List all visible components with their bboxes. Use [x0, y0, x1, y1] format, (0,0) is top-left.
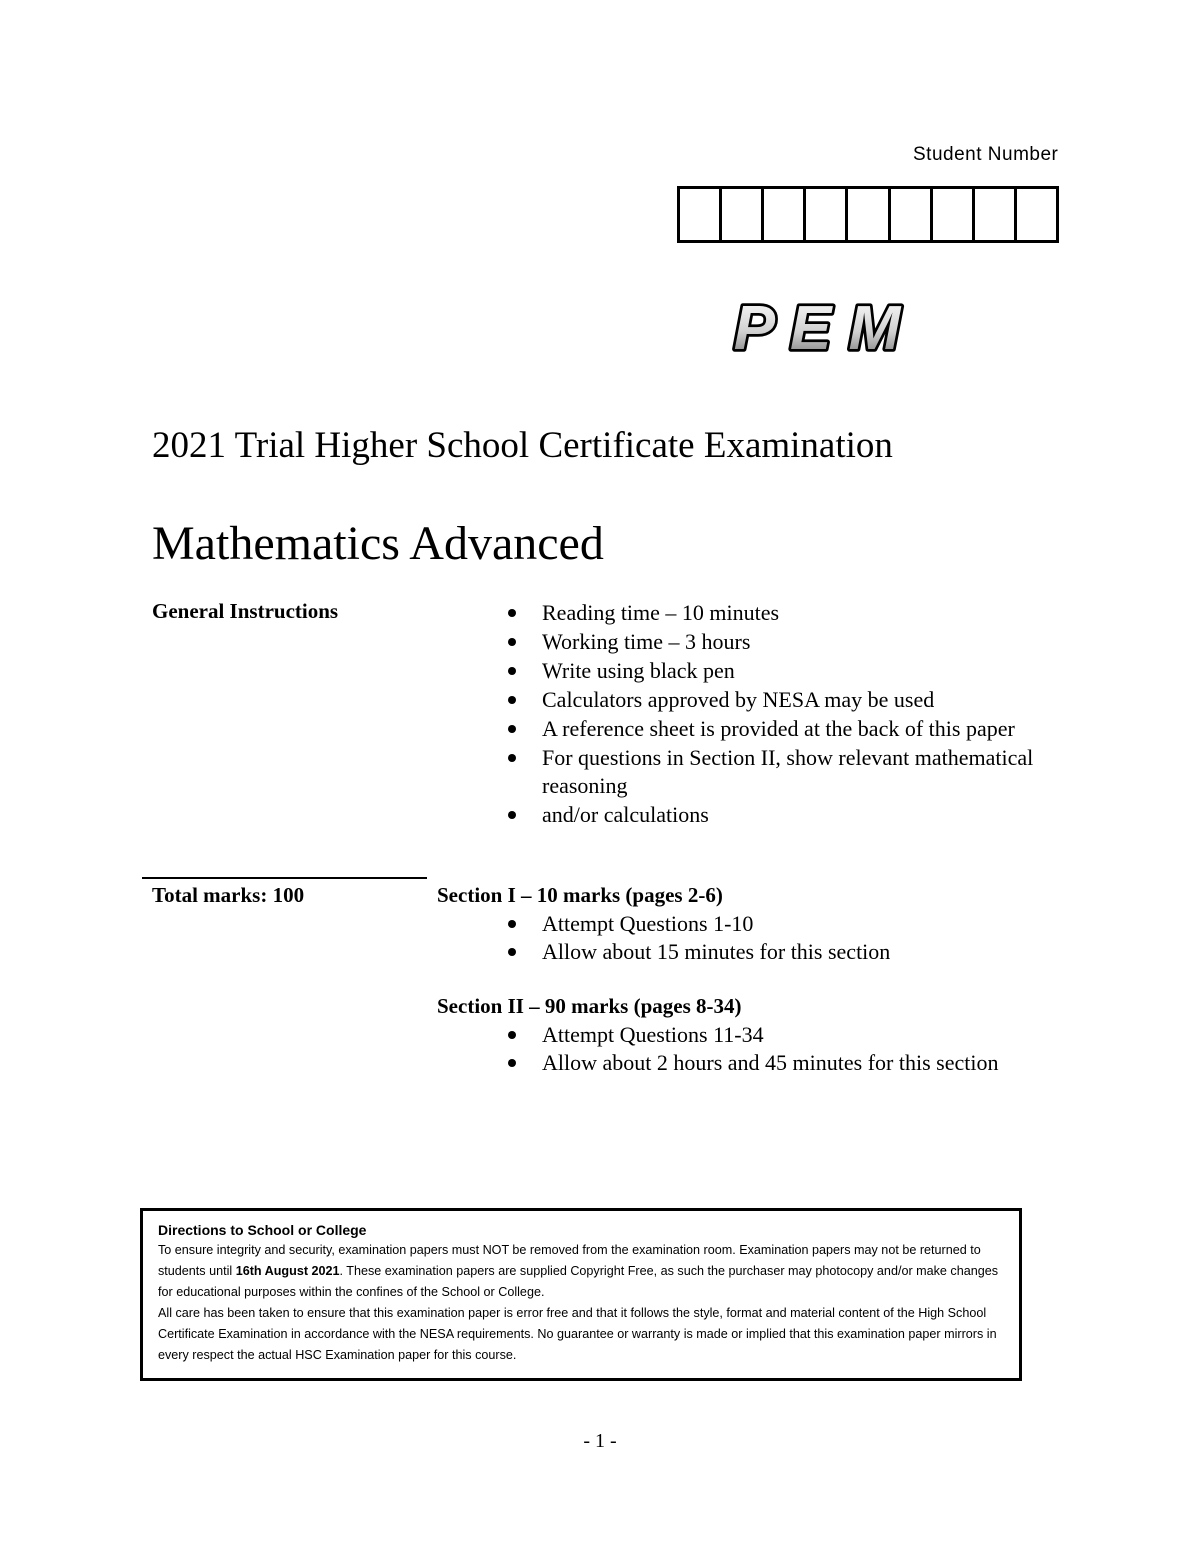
general-instructions-label: General Instructions [152, 599, 339, 623]
directions-text: . These examination papers are supplied Copyright Free, as such the purchaser may photocopy and/or make changes for educational purposes within the confines of the School or College. [158, 1264, 999, 1299]
divider [142, 877, 427, 879]
exam-title: 2021 Trial Higher School Certificate Examination [152, 425, 893, 466]
student-number-digit-box[interactable] [933, 189, 975, 240]
student-number-digit-box[interactable] [680, 189, 722, 240]
student-number-digit-box[interactable] [891, 189, 933, 240]
section-2-list [437, 1021, 1087, 1077]
section-item: Attempt Questions 1-10 [437, 910, 1087, 938]
directions-box [140, 1208, 1022, 1381]
instruction-item: A reference sheet is provided at the back of this paper [437, 715, 1037, 743]
instruction-item: and/or calculations [437, 801, 1037, 829]
student-number-digit-box[interactable] [806, 189, 848, 240]
page-number: - 1 - [583, 1430, 617, 1452]
student-number-digit-box[interactable] [722, 189, 764, 240]
section-2-heading: Section II – 90 marks (pages 8-34) [437, 994, 742, 1018]
subject-title: Mathematics Advanced [152, 517, 604, 570]
directions-paragraph: All care has been taken to ensure that this examination paper is error free and that it follows the style, format and material content of the High School Certificate Examination in accordance with the NESA requirements. No guarantee or warranty is made or implied that this examination paper mirrors in every respect the actual HSC Examination paper for this course. [158, 1306, 997, 1362]
directions-title: Directions to School or College [158, 1222, 367, 1238]
section-item: Allow about 2 hours and 45 minutes for this section [437, 1049, 1087, 1077]
student-number-digit-box[interactable] [1017, 189, 1056, 240]
student-number-digit-box[interactable] [975, 189, 1017, 240]
instruction-item: Write using black pen [437, 657, 1037, 685]
directions-paragraph [158, 1240, 1004, 1303]
total-marks: Total marks: 100 [152, 883, 305, 907]
section-item: Attempt Questions 11-34 [437, 1021, 1087, 1049]
student-number-digit-box[interactable] [764, 189, 806, 240]
student-number-digit-box[interactable] [848, 189, 890, 240]
student-number-label: Student Number [913, 144, 1059, 165]
instruction-item: Working time – 3 hours [437, 628, 1037, 656]
student-number-boxes[interactable] [677, 186, 1059, 243]
pem-logo [722, 292, 912, 362]
section-1-list [437, 910, 1087, 966]
section-1-heading: Section I – 10 marks (pages 2-6) [437, 883, 723, 907]
instruction-item: Reading time – 10 minutes [437, 599, 1037, 627]
section-item: Allow about 15 minutes for this section [437, 938, 1087, 966]
instruction-item: For questions in Section II, show relevant mathematical reasoning [437, 744, 1037, 800]
directions-text: To ensure integrity and security, examination papers must NOT be removed from the examination room. Examination papers may not be returned to students until [158, 1243, 981, 1278]
pem-logo-text: P E M [733, 294, 901, 362]
instruction-item: Calculators approved by NESA may be used [437, 686, 1037, 714]
release-date: 16th August 2021 [235, 1264, 340, 1278]
general-instructions-list [437, 599, 1037, 830]
